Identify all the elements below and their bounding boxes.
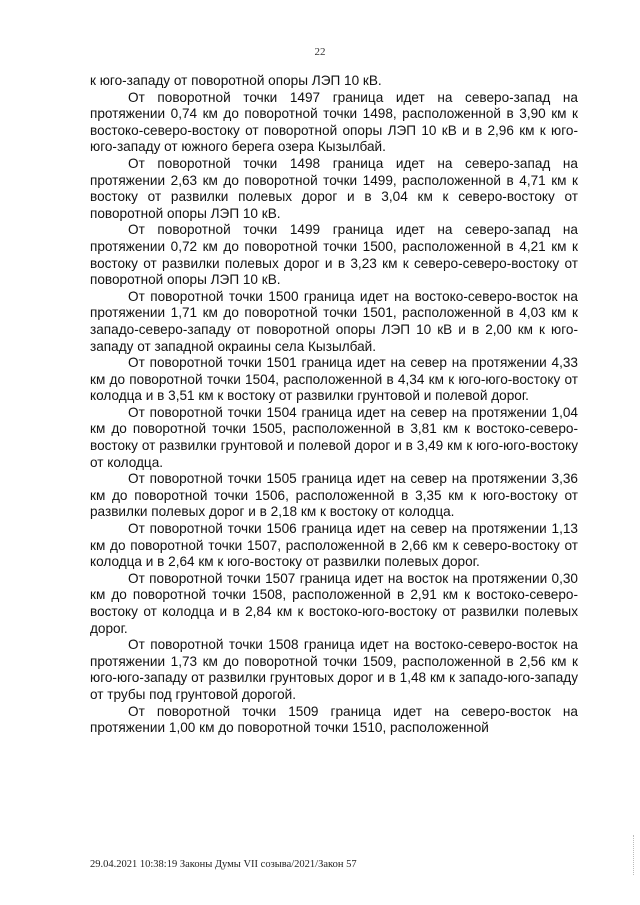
page-number: 22 [314,46,326,58]
document-body [90,73,578,737]
paragraph: к юго-западу от поворотной опоры ЛЭП 10 кВ. [90,73,382,88]
paragraph: От поворотной точки 1505 граница идет на север на протяжении 3,36 км до поворотной точки 1506, расположенной в 3,35 км к юго-востоку от развилки полевых дорог и в 2,18 км к востоку от колодца. [90,471,578,520]
paragraph: От поворотной точки 1507 граница идет на восток на протяжении 0,30 км до поворотной точки 1508, расположенной в 2,91 км к востоко-северо-востоку от колодца и в 2,84 км к востоко-юго-востоку от развилки полевых дорог. [90,570,578,636]
margin-mark [633,835,636,875]
paragraph: От поворотной точки 1498 граница идет на северо-запад на протяжении 2,63 км до поворотной точки 1499, расположенной в 4,71 км к востоку от развилки полевых дорог и в 3,04 км к северо-востоку от поворотной опоры ЛЭП 10 кВ. [90,155,578,221]
paragraph: От поворотной точки 1500 граница идет на востоко-северо-восток на протяжении 1,71 км до поворотной точки 1501, расположенной в 4,03 км к западо-северо-западу от поворотной опоры ЛЭП 10 кВ и в 2,00 км к юго-западу от западной окраины села Кызылбай. [90,288,578,354]
paragraph: От поворотной точки 1501 граница идет на север на протяжении 4,33 км до поворотной точки 1504, расположенной в 4,34 км к юго-юго-востоку от колодца и в 3,51 км к востоку от развилки грунтовой и полевой дорог. [90,355,578,404]
paragraph: От поворотной точки 1504 граница идет на север на протяжении 1,04 км до поворотной точки 1505, расположенной в 3,81 км к востоко-северо-востоку от развилки грунтовой и полевой дорог и в 3,49 км к юго-юго-востоку от колодца. [90,404,578,470]
paragraph: От поворотной точки 1508 граница идет на востоко-северо-восток на протяжении 1,73 км до поворотной точки 1509, расположенной в 2,56 км к юго-юго-западу от развилки грунтовых дорог и в 1,48 км к западо-юго-западу от трубы под грунтовой дорогой. [90,637,578,702]
paragraph: От поворотной точки 1497 граница идет на северо-запад на протяжении 0,74 км до поворотной точки 1498, расположенной в 3,90 км к востоко-северо-востоку от поворотной опоры ЛЭП 10 кВ и в 2,96 км к юго-юго-западу от южного берега озера Кызылбай. [90,89,578,155]
document-footer: 29.04.2021 10:38:19 Законы Думы VII созыва/2021/Закон 57 [90,859,357,870]
paragraph: От поворотной точки 1499 граница идет на северо-запад на протяжении 0,72 км до поворотной точки 1500, расположенной в 4,21 км к востоку от развилки полевых дорог и в 3,23 км к северо-северо-востоку от поворотной опоры ЛЭП 10 кВ. [90,222,578,288]
paragraph: От поворотной точки 1509 граница идет на северо-восток на протяжении 1,00 км до поворотной точки 1510, расположенной [90,703,578,736]
paragraph: От поворотной точки 1506 граница идет на север на протяжении 1,13 км до поворотной точки 1507, расположенной в 2,66 км к северо-востоку от колодца и в 2,64 км к юго-востоку от развилки полевых дорог. [90,521,578,570]
